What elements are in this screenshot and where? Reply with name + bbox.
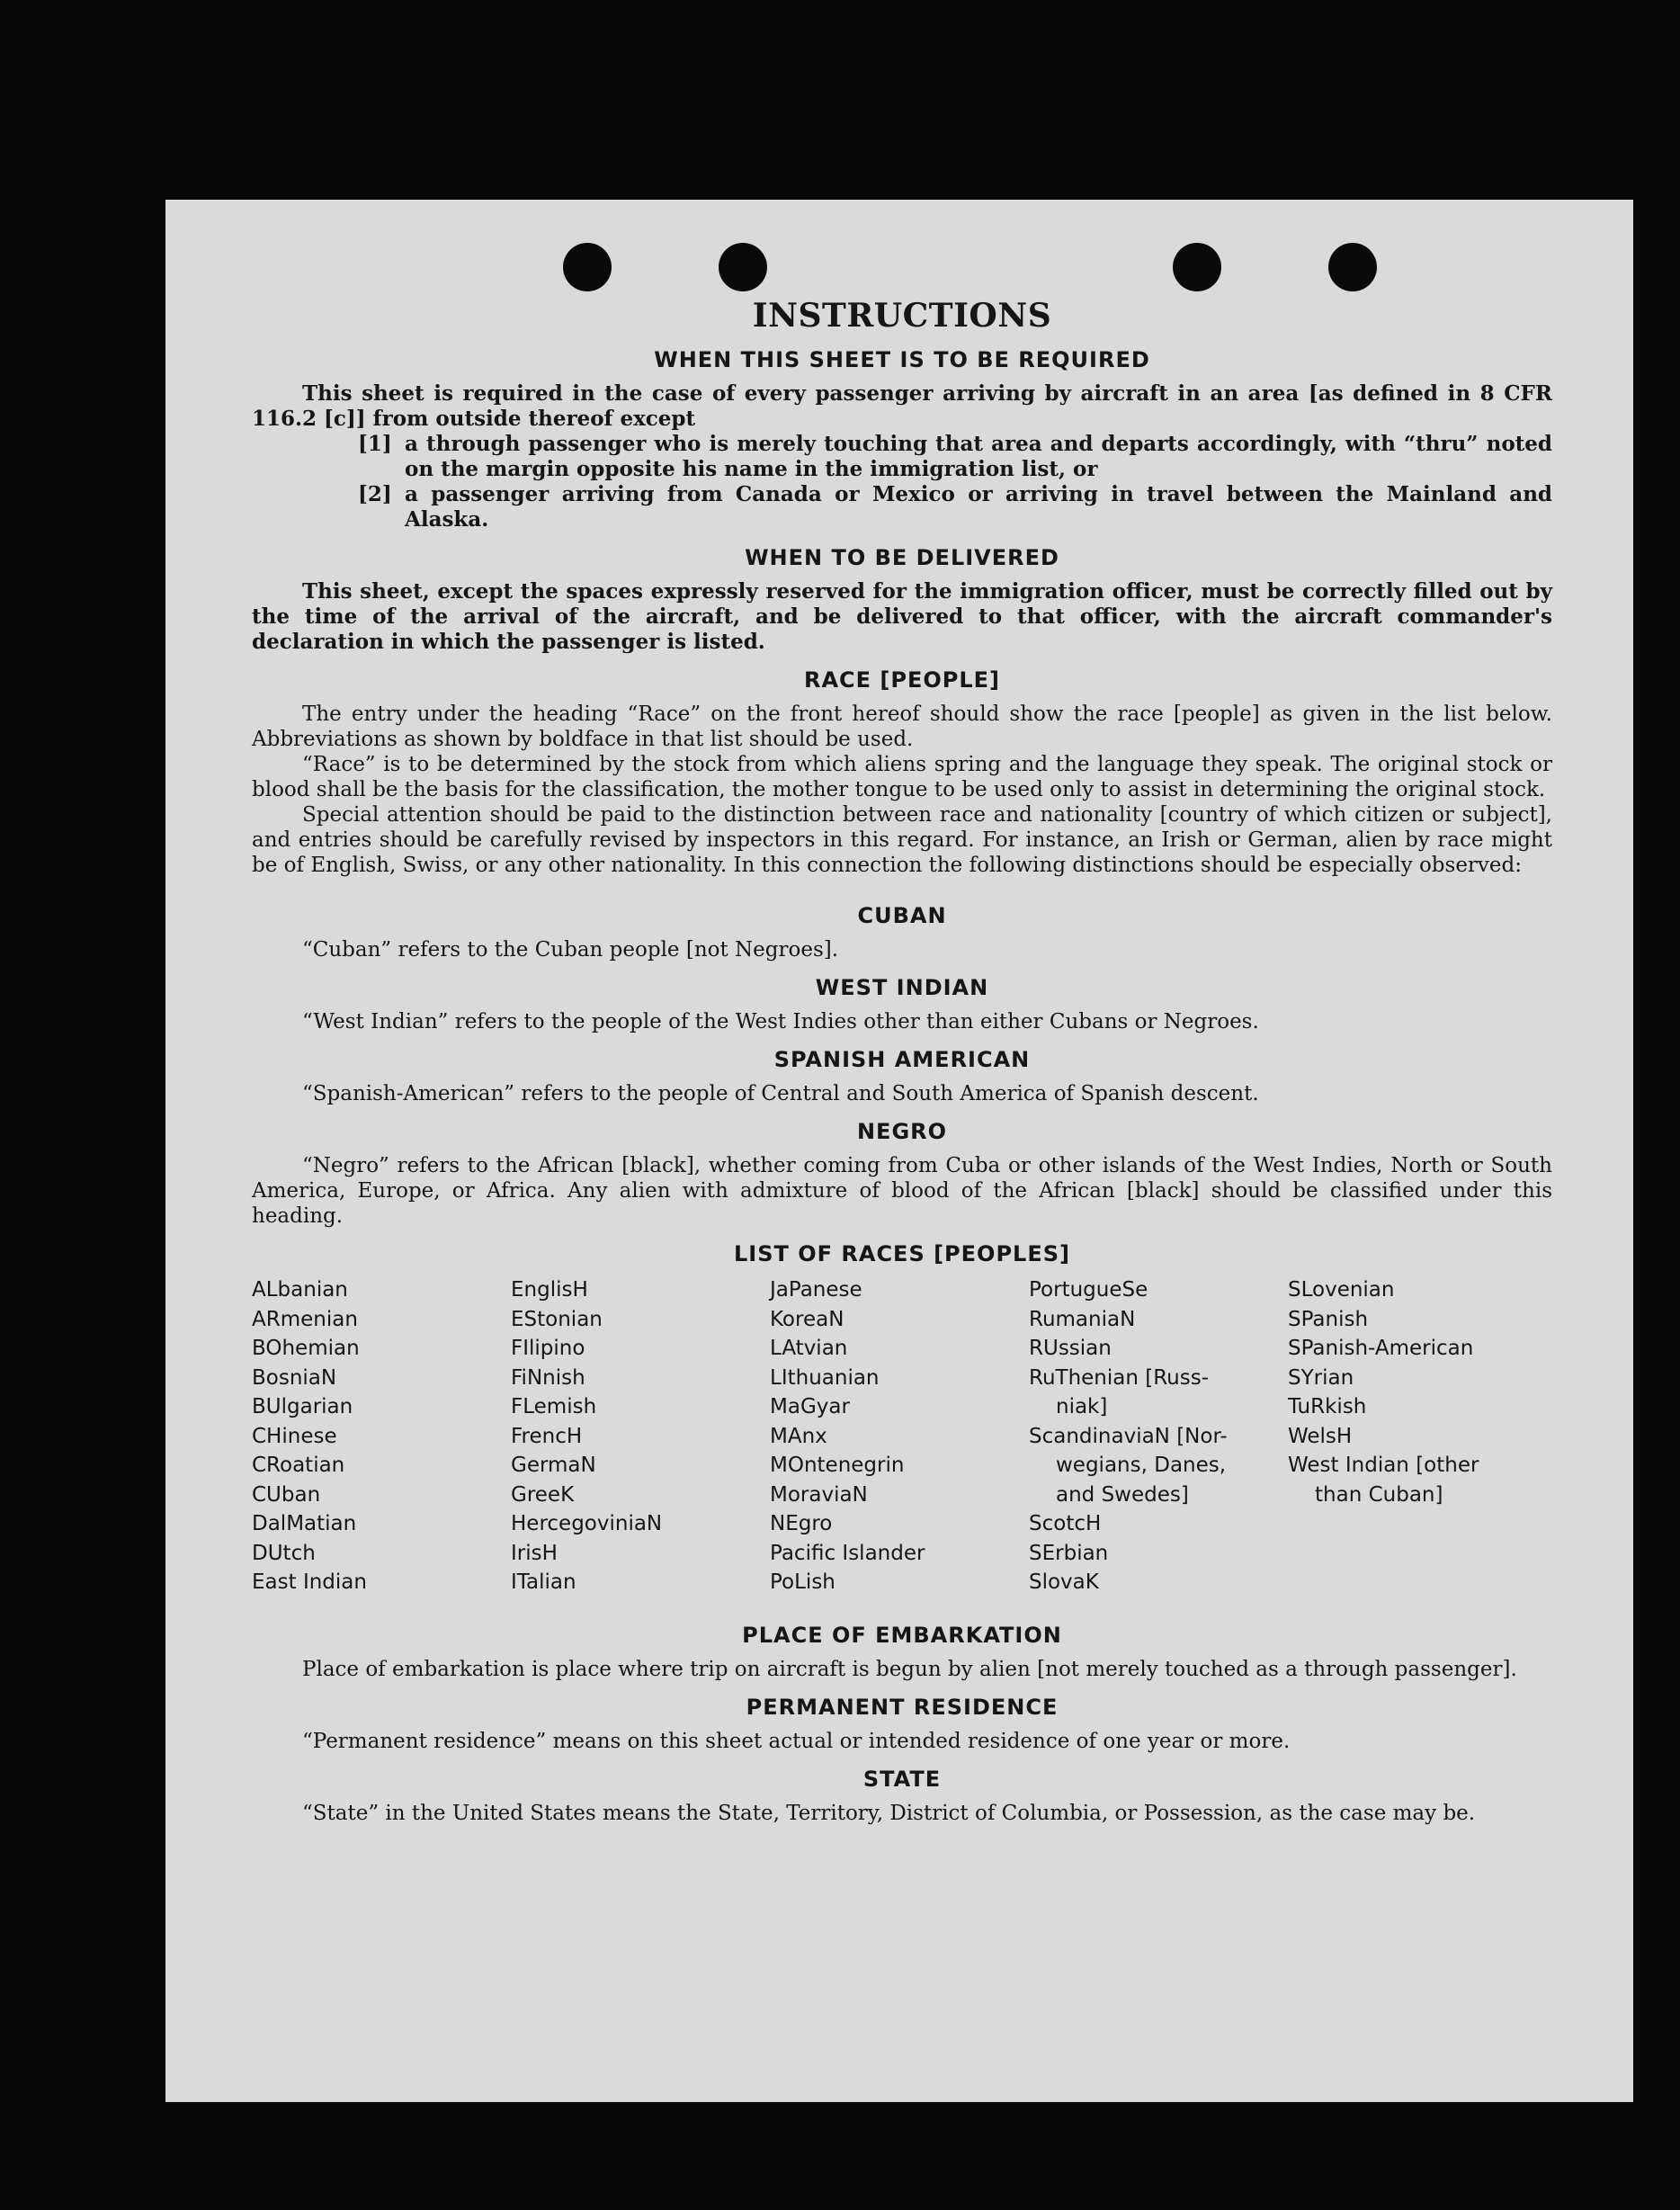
race-entry: JaPanese [770, 1278, 862, 1302]
race-column [511, 1275, 770, 1597]
race-entry: GreeK [511, 1482, 575, 1507]
spanish-american-text: “Spanish-American” refers to the people of Central and South America of Spanish descent. [302, 1082, 1259, 1105]
exception-number: [2] [358, 482, 392, 506]
race-column [252, 1275, 511, 1597]
race-entry: RUssian [1029, 1337, 1112, 1360]
exception-item [252, 482, 1552, 532]
race-entry: CHinese [252, 1424, 337, 1448]
race-entry: ARmenian [252, 1307, 358, 1331]
race-entry: SLovenian [1288, 1278, 1395, 1302]
race-entry: SErbian [1029, 1541, 1109, 1565]
heading-list-of-races: LIST OF RACES [PEOPLES] [734, 1241, 1070, 1266]
race-entry: RumaniaN [1029, 1307, 1136, 1331]
race-entry: SlovaK [1029, 1570, 1099, 1594]
race-entry: NEgro [770, 1512, 833, 1535]
negro-text: “Negro” refers to the African [black], whether coming from Cuba or other islands of the West Indies, North or South America, Europe, or Africa. Any alien with admixture of blood of the African [black] should be classified under this heading. [252, 1154, 1552, 1228]
west-indian-text: “West Indian” refers to the people of the West Indies other than either Cubans or Negroes. [302, 1010, 1259, 1033]
heading-state: STATE [862, 1766, 942, 1792]
race-entry: CUban [252, 1482, 321, 1507]
race-entry: FLemish [511, 1395, 597, 1418]
race-column [770, 1275, 1029, 1597]
race-entry: and Swedes] [1056, 1482, 1189, 1507]
heading-race: RACE [PEOPLE] [803, 667, 1001, 693]
punch-hole [563, 243, 612, 291]
embarkation-text: Place of embarkation is place where trip on aircraft is begun by alien [not merely touched as a through passenger]. [302, 1657, 1517, 1681]
race-entry: IrisH [511, 1541, 558, 1565]
race-entry: MoraviaN [770, 1482, 868, 1507]
heading-delivered: WHEN TO BE DELIVERED [745, 545, 1059, 570]
exception-number: [1] [358, 432, 392, 456]
heading-negro: NEGRO [856, 1119, 948, 1144]
race-entry: FiNnish [511, 1365, 585, 1390]
race-entry: BosniaN [252, 1365, 337, 1390]
race-column [1288, 1275, 1547, 1597]
race-list [252, 1275, 1552, 1597]
cuban-text: “Cuban” refers to the Cuban people [not Negroes]. [302, 938, 839, 962]
race-entry: TuRkish [1288, 1395, 1367, 1418]
instruction-sheet [165, 200, 1633, 2102]
race-paragraph: “Race” is to be determined by the stock from which aliens spring and the language they speak. The original stock or blood shall be the basis for the classification, the mother tongue to be used only to assist in determining the original stock. [252, 753, 1552, 801]
race-entry: HercegoviniaN [511, 1512, 663, 1535]
race-entry: FrencH [511, 1424, 583, 1448]
race-entry: ScandinaviaN [Nor- [1029, 1424, 1228, 1448]
heading-residence: PERMANENT RESIDENCE [746, 1694, 1059, 1720]
race-entry: DUtch [252, 1541, 316, 1565]
race-entry: RuThenian [Russ- [1029, 1365, 1210, 1390]
race-entry: EStonian [511, 1307, 603, 1331]
state-text: “State” in the United States means the State, Territory, District of Columbia, or Possession, as the case may be. [302, 1801, 1476, 1825]
race-entry: PoLish [770, 1570, 836, 1594]
exception-text: a through passenger who is merely touching that area and departs accordingly, with “thru” noted on the margin opposite his name in the immigration list, or [405, 432, 1552, 481]
exception-item [252, 432, 1552, 482]
race-entry: SPanish [1288, 1307, 1369, 1331]
race-entry: MOntenegrin [770, 1454, 905, 1477]
race-entry: GermaN [511, 1454, 596, 1477]
race-entry: SPanish-American [1288, 1337, 1474, 1360]
punch-hole [1328, 243, 1377, 291]
race-entry: DalMatian [252, 1512, 357, 1535]
race-entry: ScotcH [1029, 1512, 1102, 1535]
race-entry: ALbanian [252, 1278, 348, 1302]
race-entry: MAnx [770, 1424, 827, 1448]
required-intro: This sheet is required in the case of every passenger arriving by aircraft in an area [as defined in 8 CFR 116.2 [c]] from outside thereof except [252, 381, 1552, 431]
race-entry: SYrian [1288, 1365, 1354, 1390]
race-entry: WelsH [1288, 1424, 1353, 1448]
residence-text: “Permanent residence” means on this sheet actual or intended residence of one year or more. [302, 1729, 1291, 1753]
document-body [252, 297, 1552, 1826]
race-column [1029, 1275, 1288, 1597]
race-paragraph: Special attention should be paid to the distinction between race and nationality [country of which citizen or subject], and entries should be carefully revised by inspectors in this regard. For instance, an Irish or German, alien by race might be of English, Swiss, or any other nationality. In this connection the following distinctions should be especially observed: [252, 803, 1552, 877]
delivered-text: This sheet, except the spaces expressly reserved for the immigration officer, must be correctly filled out by the time of the arrival of the aircraft, and be delivered to that officer, with the aircraft commander's declaration in which the passenger is listed. [252, 579, 1552, 654]
punch-hole [1173, 243, 1221, 291]
page-title: INSTRUCTIONS [752, 297, 1052, 335]
race-paragraph: The entry under the heading “Race” on the front hereof should show the race [people] as given in the list below. Abbreviations as shown by boldface in that list should be used. [252, 702, 1552, 751]
exception-text: a passenger arriving from Canada or Mexico or arriving in travel between the Mainland and Alaska. [405, 482, 1552, 532]
heading-required: WHEN THIS SHEET IS TO BE REQUIRED [654, 347, 1150, 372]
race-entry: EnglisH [511, 1278, 588, 1302]
race-entry: PortugueSe [1029, 1278, 1148, 1302]
punch-hole [719, 243, 767, 291]
heading-embarkation: PLACE OF EMBARKATION [742, 1622, 1062, 1648]
race-entry: niak] [1056, 1395, 1108, 1418]
race-entry: BUlgarian [252, 1395, 353, 1418]
race-entry: FIlipino [511, 1337, 585, 1360]
race-entry: LAtvian [770, 1337, 848, 1360]
race-entry: KoreaN [770, 1307, 844, 1331]
race-entry: than Cuban] [1315, 1482, 1443, 1507]
race-entry: CRoatian [252, 1454, 345, 1477]
race-entry: West Indian [other [1288, 1454, 1479, 1477]
race-entry: ITalian [511, 1570, 576, 1594]
race-entry: East Indian [252, 1570, 367, 1594]
race-entry: LIthuanian [770, 1365, 880, 1390]
race-entry: MaGyar [770, 1395, 850, 1418]
heading-spanish-american: SPANISH AMERICAN [773, 1047, 1031, 1072]
heading-west-indian: WEST INDIAN [815, 975, 989, 1000]
race-entry: BOhemian [252, 1337, 360, 1360]
heading-cuban: CUBAN [857, 903, 947, 928]
race-entry: wegians, Danes, [1056, 1454, 1227, 1477]
race-entry: Pacific Islander [770, 1541, 925, 1565]
